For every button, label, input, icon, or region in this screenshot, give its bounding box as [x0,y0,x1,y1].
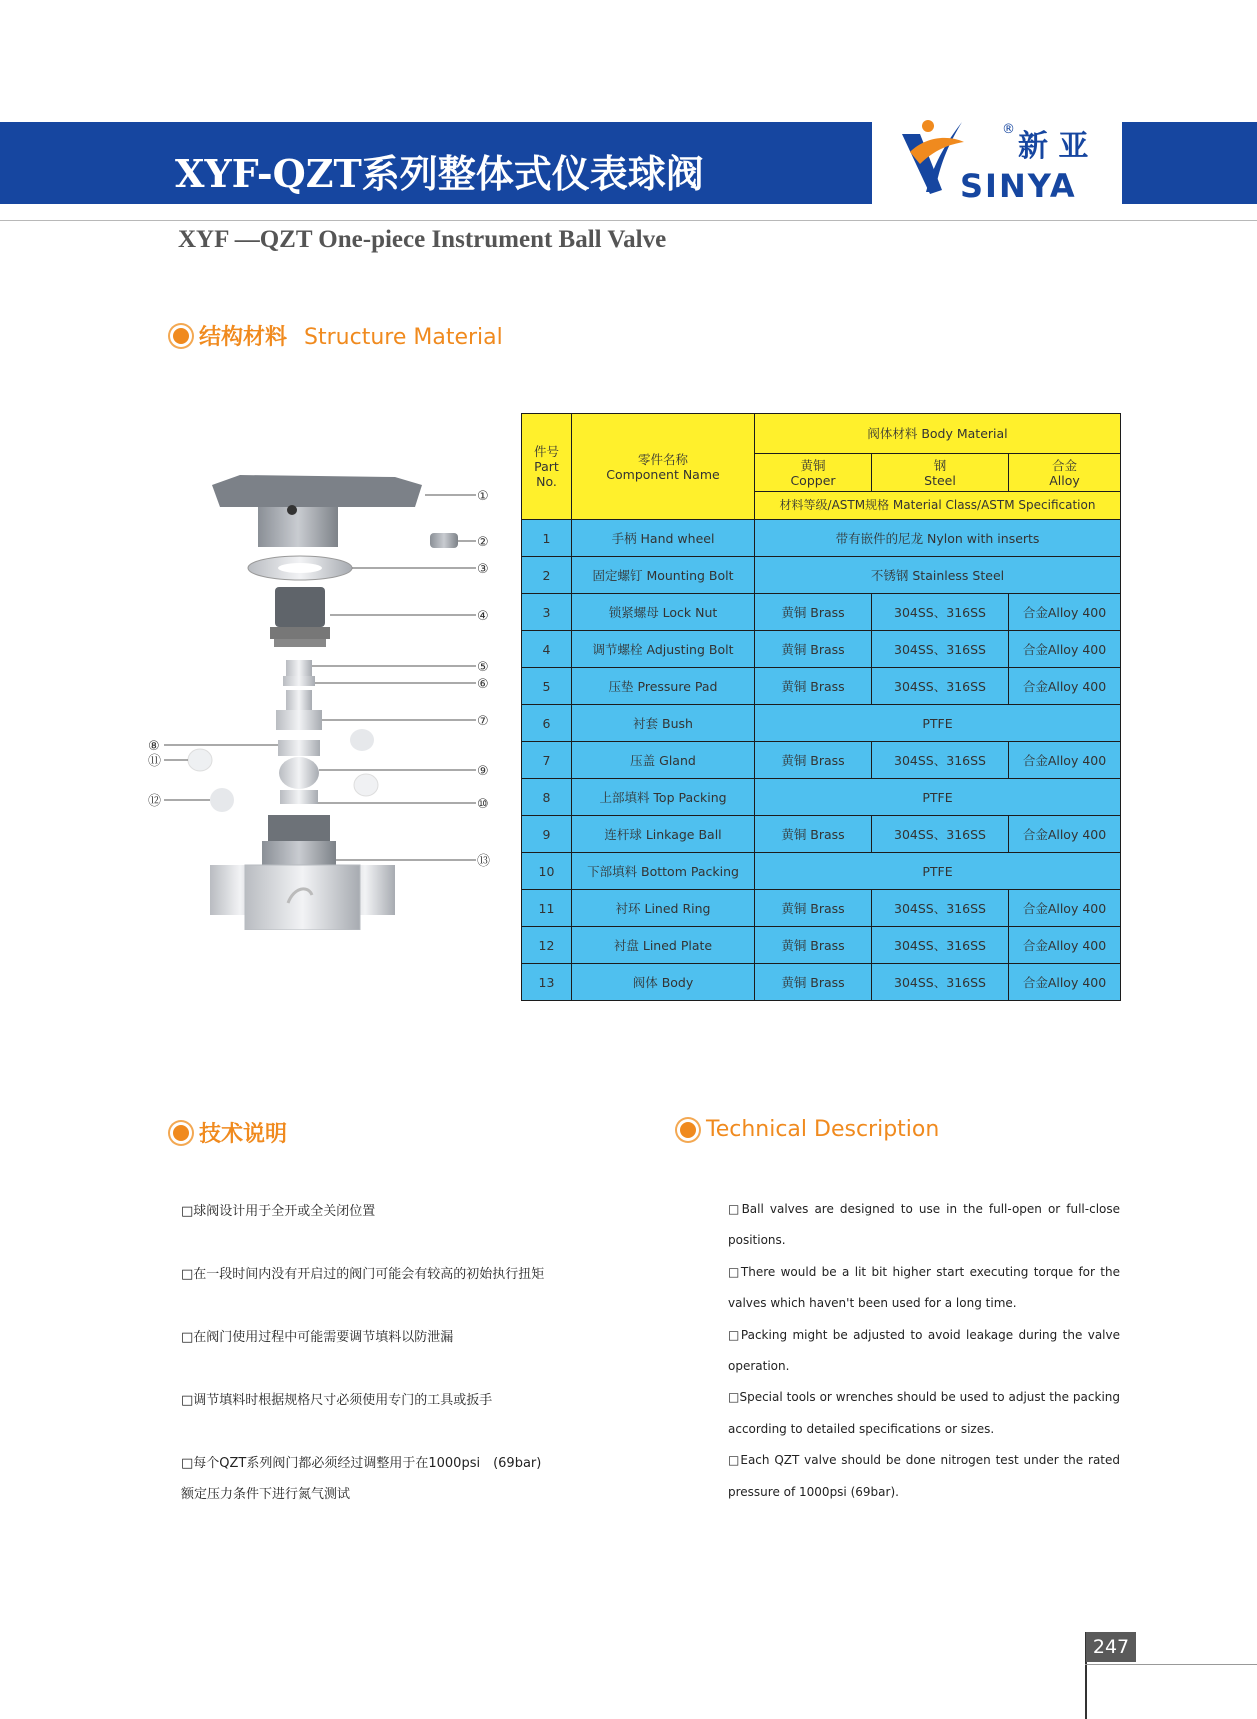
callout-8: ⑧ [148,739,160,754]
callout-13: ⑬ [477,854,491,869]
table-row: 8 上部填料 Top Packing PTFE [522,779,1121,816]
tech-cn-item: □在一段时间内没有开启过的阀门可能会有较高的初始执行扭矩 [181,1267,545,1282]
material-table [521,413,1121,1001]
page-title-en: XYF —QZT One-piece Instrument Ball Valve [178,226,667,253]
callout-12: ⑫ [148,794,162,809]
table-row: 9 连杆球 Linkage Ball 黄铜 Brass 304SS、316SS 合金Alloy 400 [522,816,1121,853]
table-row: 3 锁紧螺母 Lock Nut 黄铜 Brass 304SS、316SS 合金Alloy 400 [522,594,1121,631]
header-divider [0,220,1257,221]
tech-cn-item: □每个QZT系列阀门都必须经过调整用于在1000psi (69bar) [181,1456,542,1471]
table-row: 13 阀体 Body 黄铜 Brass 304SS、316SS 合金Alloy 400 [522,964,1121,1001]
header-spec: 材料等级/ASTM规格 Material Class/ASTM Specification [755,492,1121,520]
bullet-icon [173,328,189,344]
logo-mark: ® [1002,122,1015,137]
tech-en-item: □Each QZT valve should be done nitrogen test under the rated pressure of 1000psi (69bar). [728,1453,1120,1499]
header-part-no: 件号 Part No. [522,414,572,520]
callout-5: ⑤ [477,660,489,675]
sinya-logo [890,112,1120,212]
tech-en-item: □There would be a lit bit higher start executing torque for the valves which haven't been used for a long time. [728,1264,1120,1311]
header-component: 零件名称 Component Name [572,414,755,520]
callout-6: ⑥ [477,677,489,692]
structure-title-cn: 结构材料 [199,325,288,350]
tech-cn-item: 额定压力条件下进行氮气测试 [181,1487,351,1502]
table-row: 4 调节螺栓 Adjusting Bolt 黄铜 Brass 304SS、316SS 合金Alloy 400 [522,631,1121,668]
callout-2: ② [477,535,489,550]
tech-en-item: □Ball valves are designed to use in the full-open or full-close positions. [728,1202,1120,1248]
valve-exploded-diagram [140,455,500,930]
header-body-material: 阀体材料 Body Material [755,414,1121,454]
tech-cn-item: □调节填料时根据规格尺寸必须使用专门的工具或扳手 [181,1393,493,1408]
callout-9: ⑨ [477,764,489,779]
structure-heading [173,320,503,351]
callout-11: ⑪ [148,754,162,769]
tech-en-item: □Special tools or wrenches should be used to adjust the packing according to detailed specifications or sizes. [728,1390,1120,1436]
table-row: 12 衬盘 Lined Plate 黄铜 Brass 304SS、316SS 合金Alloy 400 [522,927,1121,964]
tech-en-item: □Packing might be adjusted to avoid leakage during the valve operation. [728,1327,1120,1374]
header-alloy: 合金 Alloy [1009,454,1121,492]
table-row: 6 衬套 Bush PTFE [522,705,1121,742]
tech-title-cn: 技术说明 [199,1122,288,1147]
page-title-cn: XYF-QZT系列整体式仪表球阀 [175,151,704,196]
tech-heading-en [680,1117,939,1142]
table-row: 7 压盖 Gland 黄铜 Brass 304SS、316SS 合金Alloy 400 [522,742,1121,779]
tech-en-list [728,1194,1120,1508]
structure-title-en: Structure Material [304,325,503,350]
tech-cn-item: □在阀门使用过程中可能需要调节填料以防泄漏 [181,1330,454,1345]
table-row: 11 衬环 Lined Ring 黄铜 Brass 304SS、316SS 合金Alloy 400 [522,890,1121,927]
tech-title-en: Technical Description [706,1117,940,1142]
table-row: 1 手柄 Hand wheel 带有嵌件的尼龙 Nylon with inserts [522,520,1121,557]
page-number: 247 [1086,1632,1136,1662]
bullet-icon [173,1125,189,1141]
logo-cn: 新 亚 [1018,129,1089,164]
page-number-rule [1085,1664,1257,1665]
callout-3: ③ [477,562,489,577]
callout-4: ④ [477,609,489,624]
header-steel: 钢 Steel [872,454,1009,492]
callout-7: ⑦ [477,714,489,729]
table-row: 10 下部填料 Bottom Packing PTFE [522,853,1121,890]
table-row: 5 压垫 Pressure Pad 黄铜 Brass 304SS、316SS 合金Alloy 400 [522,668,1121,705]
logo-en: SINYA [960,167,1077,205]
bullet-icon [680,1122,696,1138]
tech-heading-cn [173,1117,287,1148]
table-row: 2 固定螺钉 Mounting Bolt 不锈钢 Stainless Steel [522,557,1121,594]
callout-1: ① [477,489,489,504]
header-brass: 黄铜 Copper [755,454,872,492]
callout-10: ⑩ [477,797,489,812]
tech-cn-item: □球阀设计用于全开或全关闭位置 [181,1204,376,1219]
header-band-right [1122,122,1257,204]
